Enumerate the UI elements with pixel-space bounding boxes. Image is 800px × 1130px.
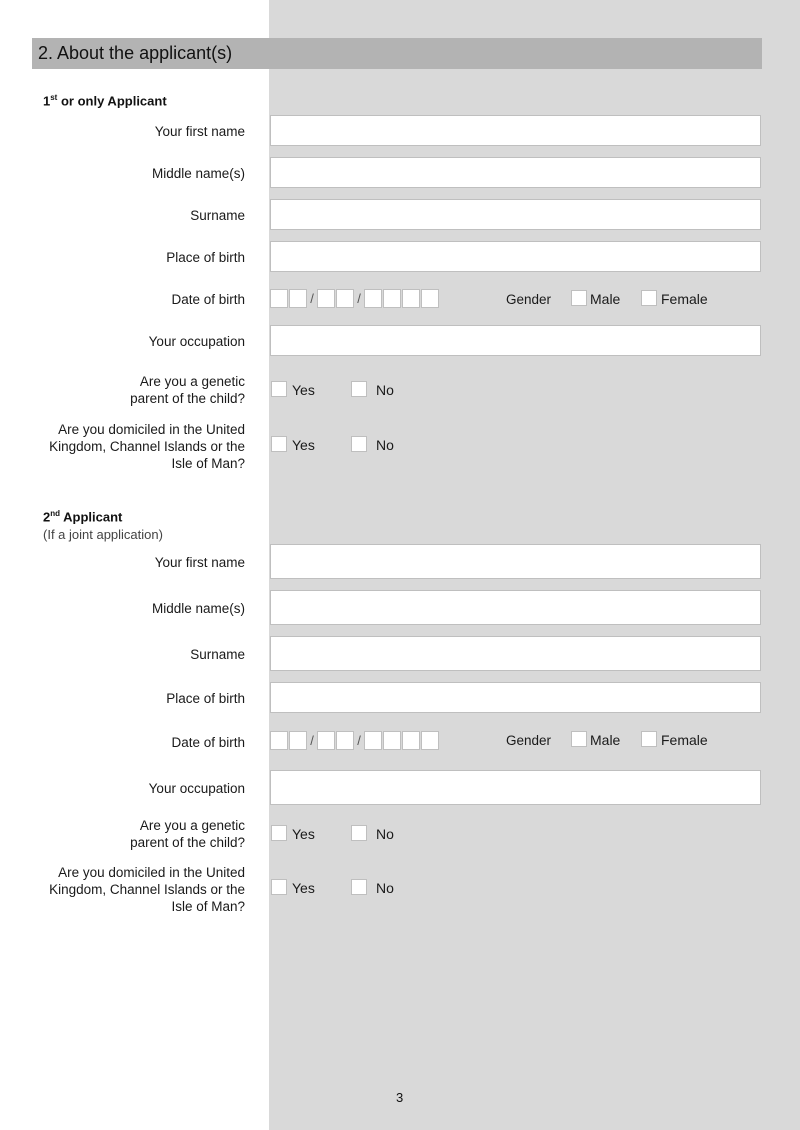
a2-male-checkbox[interactable] — [571, 731, 587, 747]
a1-domiciled-no-label: No — [376, 437, 394, 453]
a1-dob-slash: / — [357, 290, 361, 306]
a2-domiciled-yes-label: Yes — [292, 880, 315, 896]
a2-dob-year-2[interactable] — [383, 731, 401, 750]
a1-dob-year-3[interactable] — [402, 289, 420, 308]
a2-middle-name-label: Middle name(s) — [151, 601, 245, 616]
applicant1-heading: 1st or only Applicant — [43, 93, 167, 109]
a1-middle-name-label: Middle name(s) — [151, 166, 245, 181]
a1-genetic-no-label: No — [376, 382, 394, 398]
a1-surname-label: Surname — [190, 208, 245, 223]
a2-domiciled-no-checkbox[interactable] — [351, 879, 367, 895]
a2-genetic-yes-label: Yes — [292, 826, 315, 842]
a1-place-of-birth-label: Place of birth — [166, 250, 245, 265]
a1-dob-day-1[interactable] — [270, 289, 288, 308]
a2-domiciled-yes-checkbox[interactable] — [271, 879, 287, 895]
a1-genetic-parent-label: Are you a genetic parent of the child? — [130, 374, 245, 406]
a1-dob-year-2[interactable] — [383, 289, 401, 308]
a2-dob-day-1[interactable] — [270, 731, 288, 750]
a2-surname-label: Surname — [190, 647, 245, 662]
a1-dob-label: Date of birth — [171, 292, 245, 307]
page-number: 3 — [396, 1090, 404, 1105]
applicant2-note: (If a joint application) — [43, 527, 163, 542]
a1-surname-input[interactable] — [270, 199, 761, 230]
section-title: 2. About the applicant(s) — [32, 38, 762, 69]
a2-place-of-birth-input[interactable] — [270, 682, 761, 713]
a2-dob-year-3[interactable] — [402, 731, 420, 750]
a2-dob-year-1[interactable] — [364, 731, 382, 750]
a2-genetic-parent-label: Are you a genetic parent of the child? — [130, 818, 245, 850]
a2-middle-name-input[interactable] — [270, 590, 761, 625]
a1-dob-year-4[interactable] — [421, 289, 439, 308]
a1-female-label: Female — [661, 291, 708, 307]
a1-female-checkbox[interactable] — [641, 290, 657, 306]
a1-domiciled-yes-label: Yes — [292, 437, 315, 453]
a2-occupation-input[interactable] — [270, 770, 761, 805]
applicant2-heading: 2nd Applicant — [43, 509, 123, 525]
a2-genetic-no-checkbox[interactable] — [351, 825, 367, 841]
a2-gender-label: Gender — [506, 733, 552, 748]
a2-dob-label: Date of birth — [171, 735, 245, 750]
a1-genetic-yes-checkbox[interactable] — [271, 381, 287, 397]
a1-dob-month-2[interactable] — [336, 289, 354, 308]
a1-first-name-input[interactable] — [270, 115, 761, 146]
a1-male-checkbox[interactable] — [571, 290, 587, 306]
a2-dob-year-4[interactable] — [421, 731, 439, 750]
a1-dob-month-1[interactable] — [317, 289, 335, 308]
a2-occupation-label: Your occupation — [148, 781, 245, 796]
a1-male-label: Male — [590, 291, 621, 307]
a2-dob-input[interactable] — [270, 730, 440, 750]
a2-first-name-input[interactable] — [270, 544, 761, 579]
a2-genetic-yes-checkbox[interactable] — [271, 825, 287, 841]
a2-place-of-birth-label: Place of birth — [166, 691, 245, 706]
a2-female-label: Female — [661, 732, 708, 748]
a2-female-checkbox[interactable] — [641, 731, 657, 747]
a2-dob-month-1[interactable] — [317, 731, 335, 750]
a1-occupation-label: Your occupation — [148, 334, 245, 349]
a1-domiciled-no-checkbox[interactable] — [351, 436, 367, 452]
a2-first-name-label: Your first name — [154, 555, 245, 570]
a1-dob-day-2[interactable] — [289, 289, 307, 308]
a2-male-label: Male — [590, 732, 621, 748]
a1-genetic-no-checkbox[interactable] — [351, 381, 367, 397]
a2-dob-slash: / — [357, 732, 361, 748]
a1-dob-input[interactable] — [270, 288, 440, 308]
a1-domiciled-yes-checkbox[interactable] — [271, 436, 287, 452]
a2-genetic-no-label: No — [376, 826, 394, 842]
a2-domiciled-label: Are you domiciled in the United Kingdom, Channel Islands or the Isle of Man? — [49, 865, 245, 914]
a1-first-name-label: Your first name — [154, 124, 245, 139]
a2-dob-month-2[interactable] — [336, 731, 354, 750]
a1-dob-year-1[interactable] — [364, 289, 382, 308]
a2-surname-input[interactable] — [270, 636, 761, 671]
a1-genetic-yes-label: Yes — [292, 382, 315, 398]
a2-domiciled-no-label: No — [376, 880, 394, 896]
a2-dob-day-2[interactable] — [289, 731, 307, 750]
a1-dob-slash: / — [310, 290, 314, 306]
a1-domiciled-label: Are you domiciled in the United Kingdom, Channel Islands or the Isle of Man? — [49, 422, 245, 471]
a1-occupation-input[interactable] — [270, 325, 761, 356]
a1-middle-name-input[interactable] — [270, 157, 761, 188]
a1-place-of-birth-input[interactable] — [270, 241, 761, 272]
a2-dob-slash: / — [310, 732, 314, 748]
a1-gender-label: Gender — [506, 292, 552, 307]
